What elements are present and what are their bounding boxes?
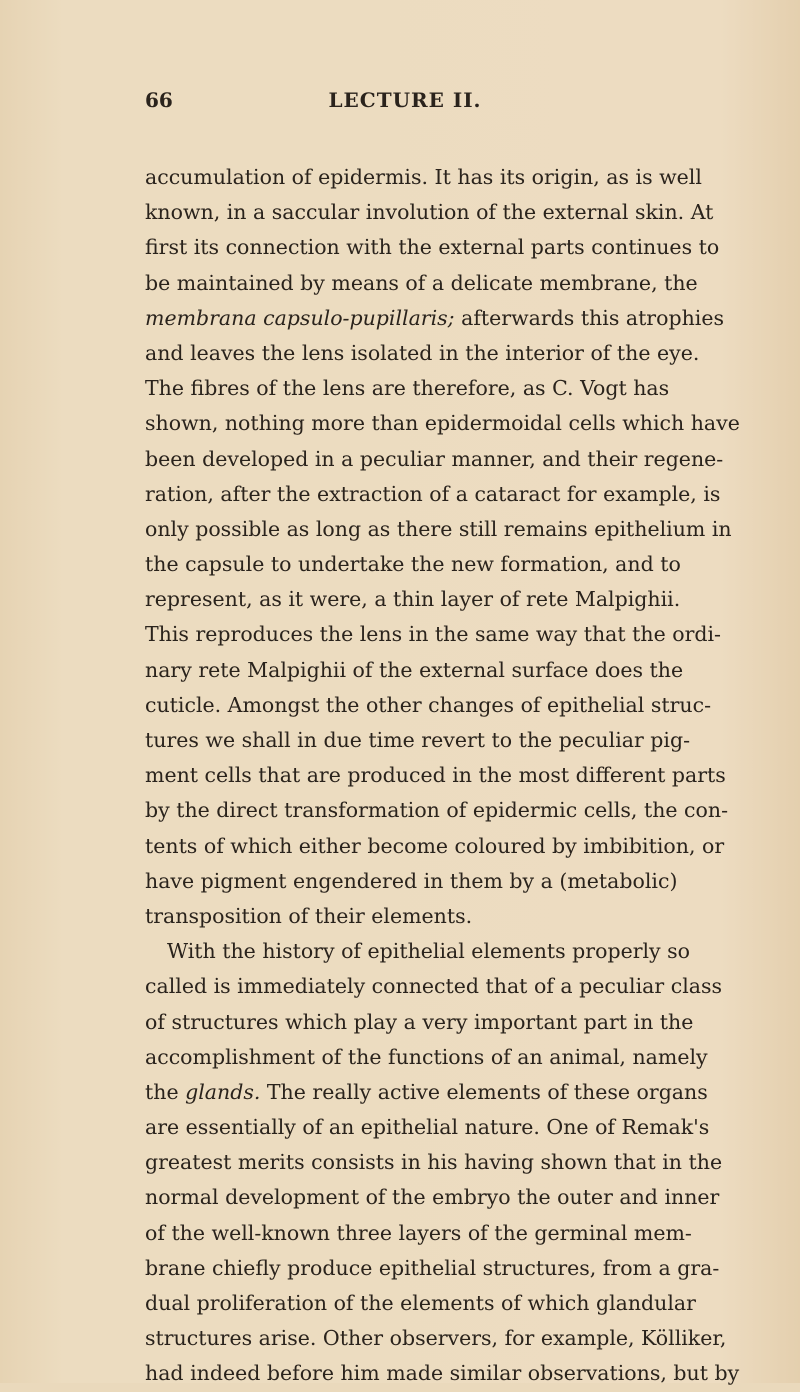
text-line: by the direct transformation of epidermic cells, the con- xyxy=(145,798,729,823)
text-line: With the history of epithelial elements properly so xyxy=(167,939,691,964)
text-line: be maintained by means of a delicate membrane, the xyxy=(145,270,698,295)
text-line: shown, nothing more than epidermoidal cells which have xyxy=(145,411,740,436)
text-segment: afterwards this atrophies xyxy=(454,305,724,330)
page-header xyxy=(145,88,665,124)
text-line: cuticle. Amongst the other changes of epithelial struc- xyxy=(145,692,711,717)
text-segment: The really active elements of these organs xyxy=(260,1079,708,1104)
text-line: nary rete Malpighii of the external surface does the xyxy=(145,657,684,682)
text-line: normal development of the embryo the outer and inner xyxy=(145,1185,720,1210)
text-line: transposition of their elements. xyxy=(145,903,473,928)
text-line xyxy=(145,301,724,336)
text-line: and leaves the lens isolated in the interior of the eye. xyxy=(145,340,700,365)
text-line: accomplishment of the functions of an animal, namely xyxy=(145,1044,708,1069)
text-line: tents of which either become coloured by imbibition, or xyxy=(145,833,725,858)
text-line: of the well-known three layers of the germinal mem- xyxy=(145,1220,692,1245)
body-text xyxy=(145,160,740,1392)
running-head: LECTURE II. xyxy=(328,88,482,112)
text-line: called is immediately connected that of a peculiar class xyxy=(145,974,723,999)
text-line: known, in a saccular involution of the external skin. At xyxy=(145,200,714,225)
text-line: ment cells that are produced in the most different parts xyxy=(145,763,726,788)
page-number: 66 xyxy=(145,88,173,112)
text-line: ration, after the extraction of a cataract for example, is xyxy=(145,481,721,506)
text-line: greatest merits consists in his having shown that in the xyxy=(145,1150,723,1175)
text-line: the capsule to undertake the new formation, and to xyxy=(145,552,681,577)
text-line: dual proliferation of the elements of which glandular xyxy=(145,1291,696,1315)
text-line: represent, as it were, a thin layer of rete Malpighii. xyxy=(145,587,681,612)
italic-term-glands: glands. xyxy=(185,1079,261,1104)
text-line: have pigment engendered in them by a (metabolic) xyxy=(145,868,678,893)
text-line: of structures which play a very important part in the xyxy=(145,1009,694,1034)
text-line: brane chiefly produce epithelial structures, from a gra- xyxy=(145,1255,720,1280)
text-line: accumulation of epidermis. It has its origin, as is well xyxy=(145,165,702,189)
text-line: had indeed before him made similar observations, but by xyxy=(145,1361,740,1386)
italic-term-membrana: membrana capsulo-pupillaris; xyxy=(145,305,455,330)
text-line: The fibres of the lens are therefore, as C. Vogt has xyxy=(145,376,670,401)
text-line: first its connection with the external parts continues to xyxy=(145,235,720,260)
text-line xyxy=(145,1075,708,1110)
text-line: been developed in a peculiar manner, and their regene- xyxy=(145,446,724,471)
text-line: only possible as long as there still remains epithelium in xyxy=(145,516,732,541)
text-line: are essentially of an epithelial nature. One of Remak's xyxy=(145,1115,710,1140)
text-line: This reproduces the lens in the same way that the ordi- xyxy=(145,622,721,647)
text-line: tures we shall in due time revert to the peculiar pig- xyxy=(145,728,691,752)
text-segment: the xyxy=(145,1079,186,1104)
text-line: structures arise. Other observers, for example, Kölliker, xyxy=(145,1326,727,1351)
